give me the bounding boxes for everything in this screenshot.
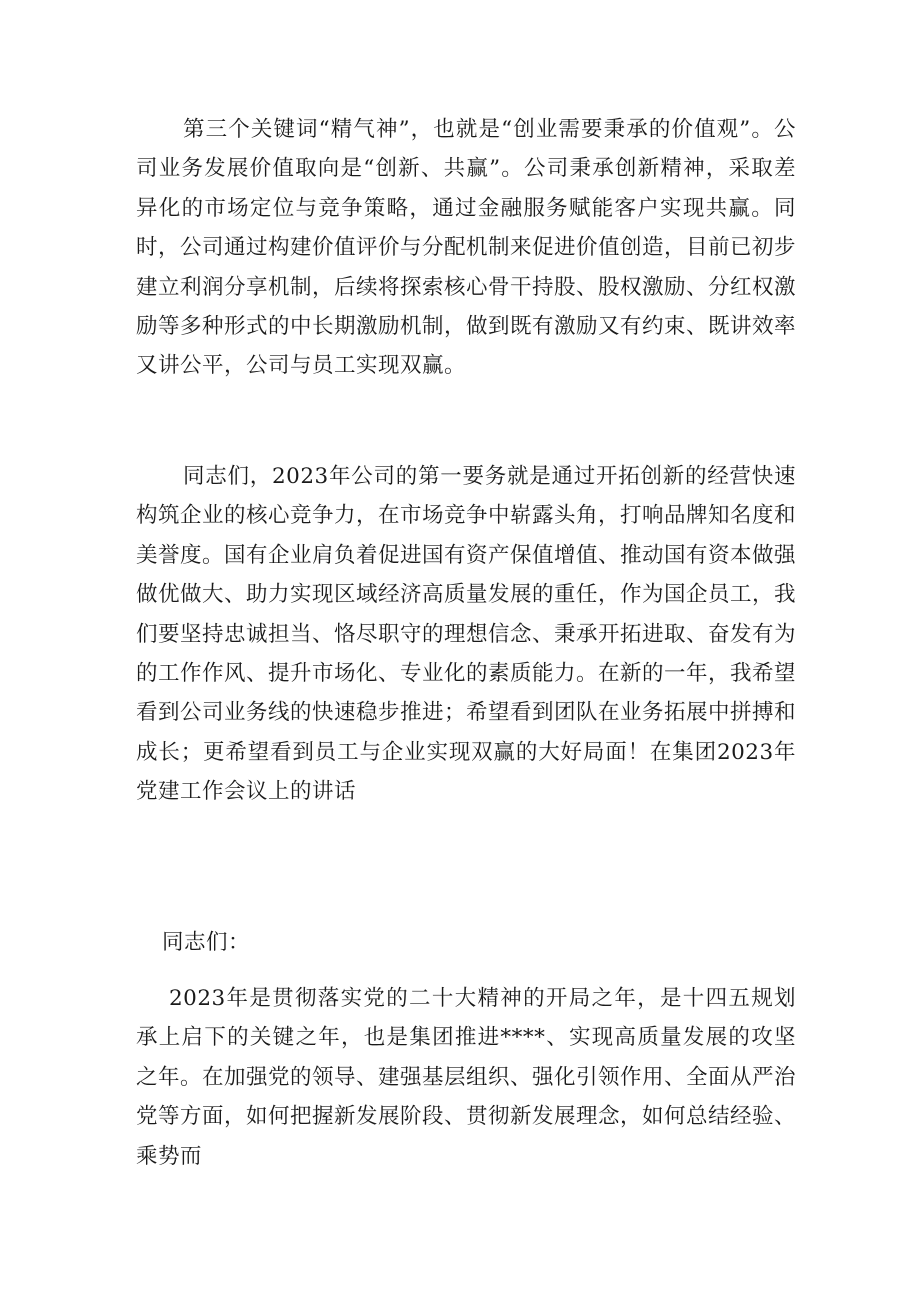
paragraph-spirit-keyword: 第三个关键词“精气神”，也就是“创业需要秉承的价值观”。公司业务发展价值取向是“创新、共赢”。公司秉承创新精神，采取差异化的市场定位与竞争策略，通过金融服务赋能客户实现共赢。同时，公司通过构建价值评价与分配机制来促进价值创造，目前已初步建立利润分享机制，后续将探索核心骨干持股、股权激励、分红权激励等多种形式的中长期激励机制，做到既有激励又有约束、既讲效率又讲公平，公司与员工实现双赢。: [136, 117, 797, 379]
paragraph-2023-opening-year: 2023年是贯彻落实党的二十大精神的开局之年，是十四五规划承上启下的关键之年，也是集团推进****、实现高质量发展的攻坚之年。在加强党的领导、建强基层组织、强化引领作用、全面从严治党等方面，如何把握新发展阶段、贯彻新发展理念，如何总结经验、乘势而: [136, 986, 797, 1169]
paragraph-salutation: 同志们：: [162, 930, 251, 955]
paragraph-comrades-2023-goals: 同志们，2023年公司的第一要务就是通过开拓创新的经营快速构筑企业的核心竞争力，在市场竞争中崭露头角，打响品牌知名度和美誉度。国有企业肩负着促进国有资产保值增值、推动国有资本做强做优做大、助力实现区域经济高质量发展的重任，作为国企员工，我们要坚持忠诚担当、恪尽职守的理想信念、秉承开拓进取、奋发有为的工作作风、提升市场化、专业化的素质能力。在新的一年，我希望看到公司业务线的快速稳步推进；希望看到团队在业务拓展中拼搏和成长；更希望看到员工与企业实现双赢的大好局面！在集团2023年党建工作会议上的讲话: [136, 464, 797, 805]
